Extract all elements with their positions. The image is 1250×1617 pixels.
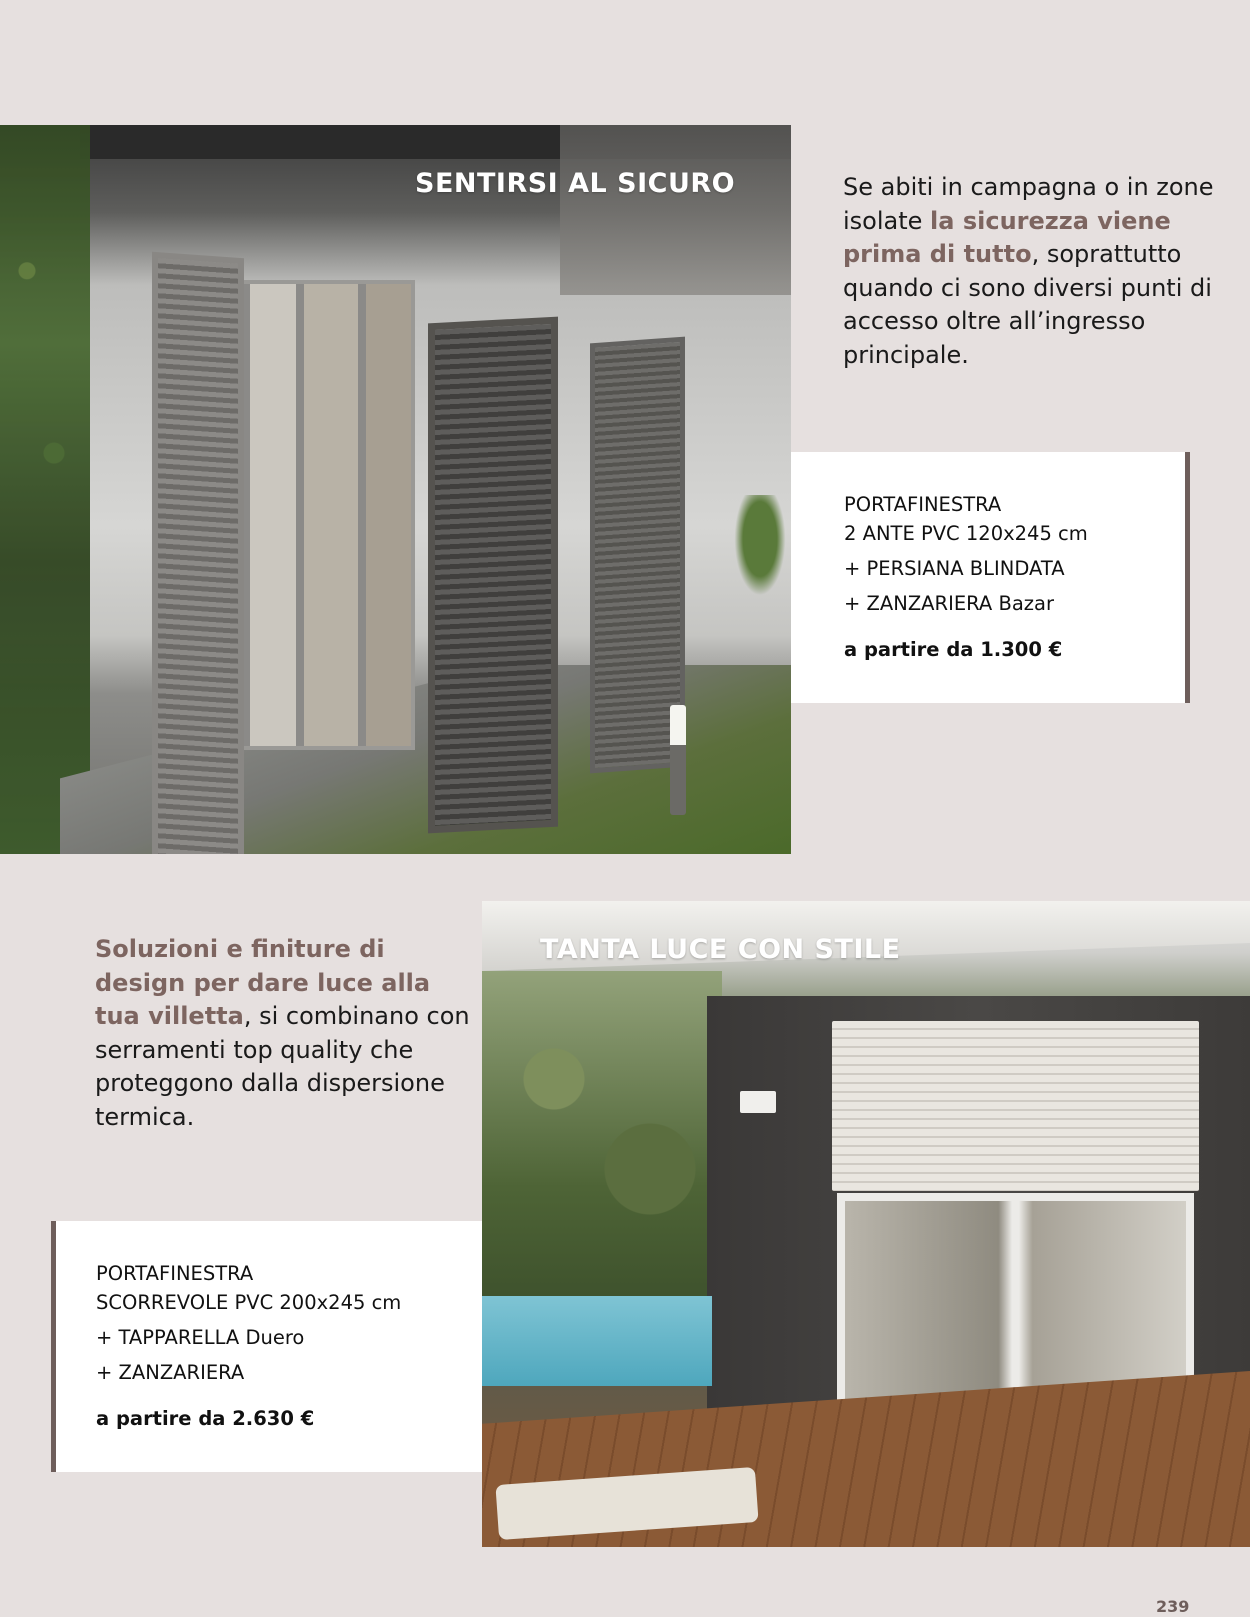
photo-villa-shutters xyxy=(0,125,791,854)
shutter-left xyxy=(152,252,244,854)
pergola xyxy=(560,125,791,295)
product-2-line-1: PORTAFINESTRA xyxy=(96,1262,254,1285)
intro-1-text-a: Se abiti in campagna o in zone isolate xyxy=(843,173,1214,235)
roller-shutter xyxy=(832,1021,1199,1191)
product-1-line-1: PORTAFINESTRA xyxy=(844,493,1002,516)
wall-lamp xyxy=(740,1091,776,1113)
product-2-line-2: SCORREVOLE PVC 200x245 cm xyxy=(96,1291,402,1314)
intro-paragraph-2 xyxy=(95,933,480,1134)
potted-plant xyxy=(730,495,790,605)
garden-lamp xyxy=(670,705,686,815)
product-2-price: a partire da 2.630 € xyxy=(96,1407,315,1430)
product-2-line-4: + ZANZARIERA xyxy=(96,1361,245,1384)
product-1-line-2: 2 ANTE PVC 120x245 cm xyxy=(844,522,1088,545)
product-2-line-3: + TAPPARELLA Duero xyxy=(96,1326,305,1349)
product-card-1 xyxy=(791,452,1190,703)
intro-1-highlight: la sicurezza viene prima di tutto xyxy=(843,206,1171,268)
swimming-pool xyxy=(482,1296,712,1386)
intro-2-text: , si combinano con serramenti top quality che proteggono dalla dispersione termica. xyxy=(95,1002,470,1131)
intro-paragraph-1 xyxy=(843,171,1228,372)
photo-house-roller-shutter xyxy=(482,901,1250,1547)
ivy-wall xyxy=(0,125,90,854)
product-1-line-3: + PERSIANA BLINDATA xyxy=(844,557,1065,580)
shutter-right xyxy=(428,317,558,834)
headline-luce: TANTA LUCE CON STILE xyxy=(540,934,901,965)
page-number: 239 xyxy=(1156,1597,1190,1616)
french-window xyxy=(240,280,415,750)
intro-1-text-b: , soprattutto quando ci sono diversi punti di accesso oltre all’ingresso principale. xyxy=(843,240,1212,369)
product-1-line-4: + ZANZARIERA Bazar xyxy=(844,592,1054,615)
product-1-price: a partire da 1.300 € xyxy=(844,638,1063,661)
product-card-2 xyxy=(51,1221,482,1472)
garden-trees xyxy=(482,971,722,1331)
headline-sicuro: SENTIRSI AL SICURO xyxy=(415,168,736,199)
intro-2-highlight: Soluzioni e finiture di design per dare luce alla tua villetta xyxy=(95,935,431,1030)
